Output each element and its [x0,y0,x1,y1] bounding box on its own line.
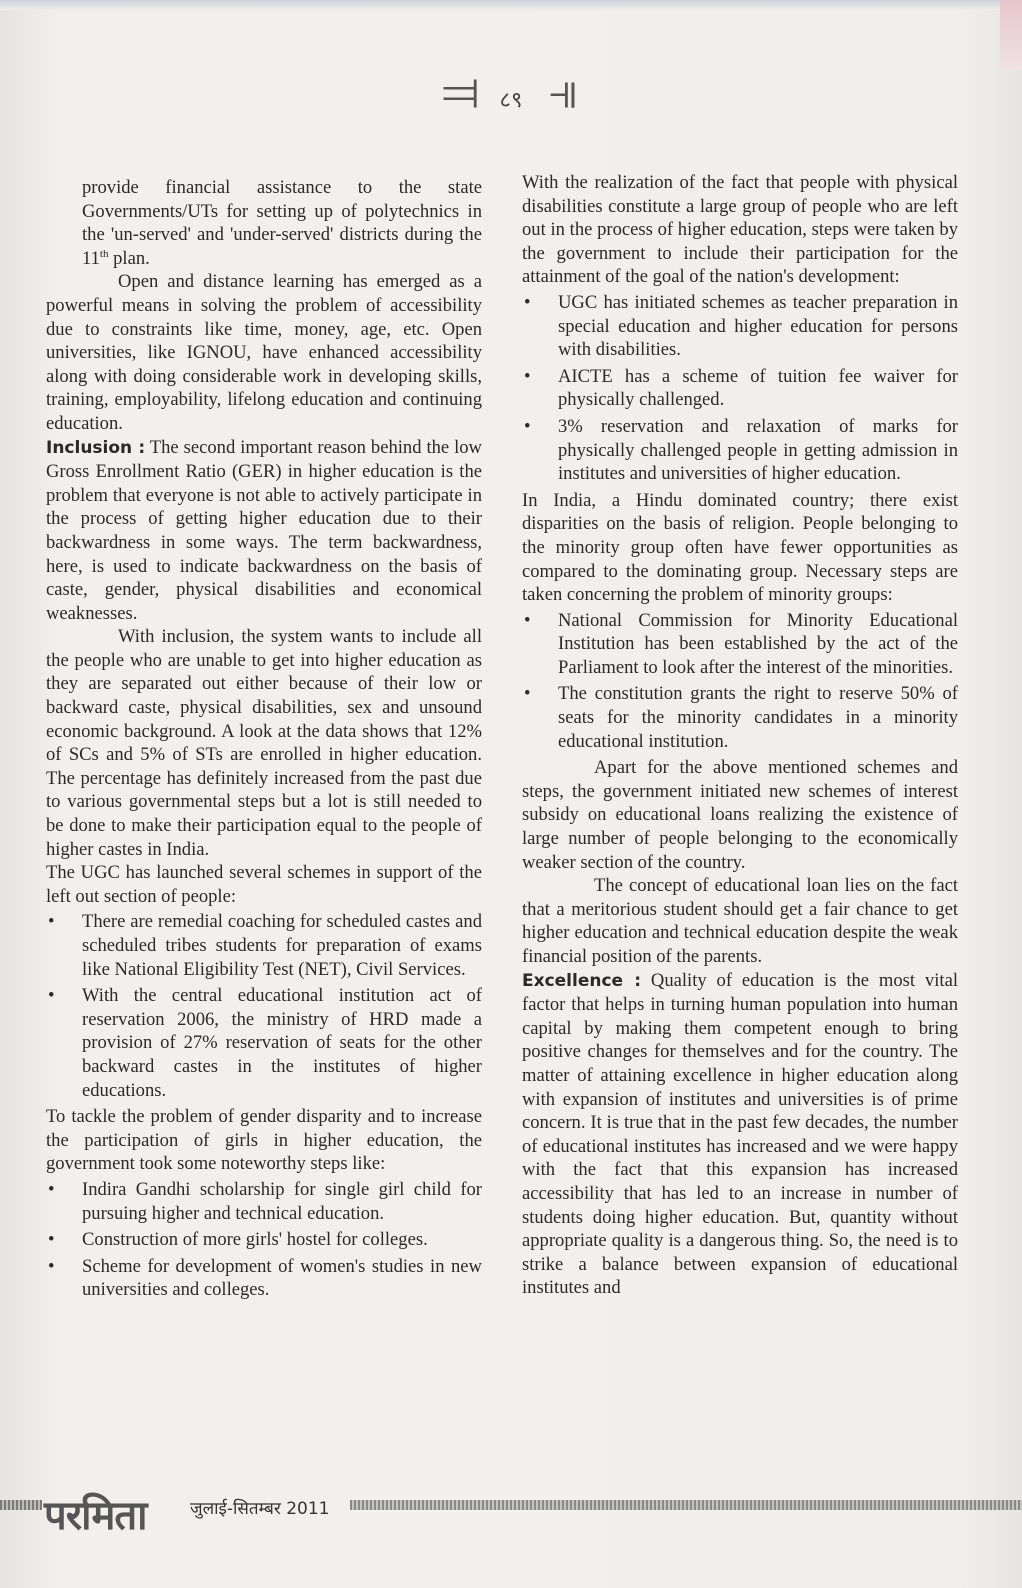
bullet-icon: • [524,291,531,313]
bullet-icon: • [524,683,531,705]
list-item: • AICTE has a scheme of tuition fee waiver for physically challenged. [524,365,958,411]
list-item: • The constitution grants the right to reserve 50% of seats for the minority candidates in a minority educational institution. [524,683,958,752]
left-column [46,176,482,1305]
list-item: • With the central educational institution act of reservation 2006, the ministry of HRD made a provision of 27% reservation of seats for the other backward castes in the institutes of higher educations. [48,985,482,1101]
bullet-icon: • [48,985,55,1007]
footer-bar-right [350,1500,1022,1510]
footer-bar [0,1494,1022,1516]
list-item: • UGC has initiated schemes as teacher preparation in special education and higher education for persons with disabilities. [524,291,958,361]
right-paragraph-2: In India, a Hindu dominated country; there exist disparities on the basis of religion. People belonging to the minority group often have fewer opportunities as compared to the dominating group. Necessary steps are taken concerning the problem of minority groups: [522,489,958,606]
corner-mark [1000,0,1022,70]
bullet-icon: • [48,911,55,933]
bullet-icon: • [48,1229,55,1251]
left-paragraph-1: provide financial assistance to the state Governments/UTs for setting up of polytechnics in the 'un-served' and 'under-served' districts during the 11th plan. [82,177,482,269]
inclusion-heading: Inclusion : [46,437,146,458]
list-item: • Scheme for development of women's studies in new universities and colleges. [48,1255,482,1301]
page-number [440,62,580,134]
list-item: • Construction of more girls' hostel for colleges. [48,1229,428,1251]
page-number-right-ornament-icon: ⫣ [548,62,578,120]
right-column [522,171,958,1300]
left-paragraph-5: The UGC has launched several schemes in support of the left out section of people: [46,862,482,907]
magazine-logo: परमिता [44,1493,147,1539]
list-item: • 3% reservation and relaxation of marks for physically challenged people in getting admission in institutes and universities of higher education. [524,415,958,485]
right-paragraph-3: Apart for the above mentioned schemes and steps, the government initiated new schemes of interest subsidy on educational loans realizing the existence of large number of people belonging to the economically weaker section of the country. [522,757,958,873]
page-number-text: ८९ [499,88,523,113]
list-item: • National Commission for Minority Educational Institution has been established by the act of the Parliament to look after the interest of the minorities. [524,609,958,678]
list-item: • Indira Gandhi scholarship for single girl child for pursuing higher and technical education. [48,1178,482,1224]
issue-date: जुलाई-सितम्बर 2011 [190,1499,330,1519]
bullet-icon: • [524,415,531,437]
bullet-icon: • [48,1178,55,1200]
bullet-icon: • [524,609,531,631]
right-paragraph-1: With the realization of the fact that people with physical disabilities constitute a large group of people who are left out in the process of higher education, steps were taken by the government to include their participation for the attainment of the goal of the nation's development: [522,172,958,288]
list-item: • There are remedial coaching for scheduled castes and scheduled tribes students for preparation of exams like National Eligibility Test (NET), Civil Services. [48,911,482,980]
excellence-heading: Excellence : [522,970,642,991]
bullet-icon: • [524,365,531,387]
page-number-left-ornament-icon: ⫤ [442,62,480,120]
bullet-icon: • [48,1255,55,1277]
left-paragraph-6: To tackle the problem of gender disparity and to increase the participation of girls in higher education, the government took some noteworthy steps like: [46,1106,482,1175]
footer-bar-left [0,1500,42,1510]
left-paragraph-2: Open and distance learning has emerged as a powerful means in solving the problem of accessibility due to constraints like time, money, age, etc. Open universities, like IGNOU, have enhanced accessibility along with doing considerable work in developing skills, training, employability, lifelong education and continuing education. [46,271,482,434]
left-paragraph-4: With inclusion, the system wants to include all the people who are unable to get into higher education as they are separated out either because of their low or backward caste, physical disabilities, sex and unsound economic background. A look at the data shows that 12% of SCs and 5% of STs are enrolled in higher education. The percentage has definitely increased from the past due to various governmental steps but a lot is still needed to be done to make their participation equal to the people of higher castes in India. [46,626,482,860]
right-paragraph-4: The concept of educational loan lies on the fact that a meritorious student should get a fair chance to get higher education and technical education despite the weak financial position of the parents. [522,875,958,967]
right-paragraph-excellence: Excellence : Quality of education is the most vital factor that helps in turning human population into human capital by making them competent enough to bring positive changes for themselves and for the country. The matter of attaining excellence in higher education along with expansion of institutes and universities is of prime concern. It is true that in the past few decades, the number of educational institutes has increased and we were happy with the fact that this expansion has increased accessibility that has led to an increase in number of students doing higher education. But, quantity without appropriate quality is a dangerous thing. So, the need is to strike a balance between expansion of educational institutes and [522,969,959,1299]
top-edge [0,0,1022,10]
left-paragraph-inclusion: Inclusion : The second important reason behind the low Gross Enrollment Ratio (GER) in higher education is the problem that everyone is not able to actively participate in the process of getting higher education due to their backwardness in some ways. The term backwardness, here, is used to indicate backwardness on the basis of caste, gender, physical disabilities and economical weaknesses. [46,436,482,624]
